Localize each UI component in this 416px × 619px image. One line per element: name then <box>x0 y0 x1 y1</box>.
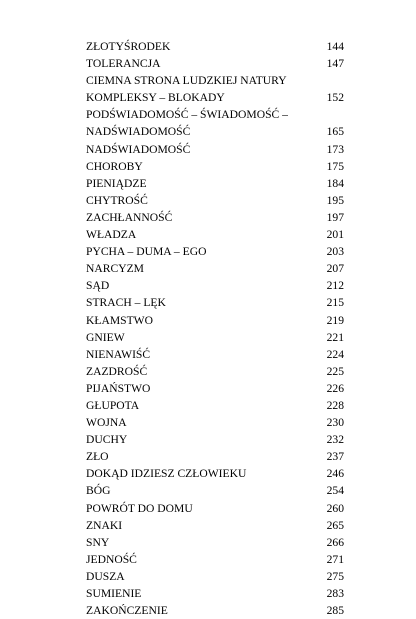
toc-entry-page-number: 237 <box>326 450 344 464</box>
toc-entry <box>86 294 344 311</box>
toc-entry-page-number: 225 <box>326 364 344 378</box>
toc-entry <box>86 397 344 414</box>
toc-entry <box>86 602 344 619</box>
toc-entry-title: DUSZA <box>86 569 125 583</box>
toc-entry <box>86 106 344 123</box>
toc-entry-page-number: 173 <box>326 142 344 156</box>
toc-entry-title: ZAKOŃCZENIE <box>86 604 168 618</box>
toc-entry-title: BÓG <box>86 484 111 498</box>
toc-entry-page-number: 285 <box>326 604 344 618</box>
toc-entry-title: ZNAKI <box>86 518 123 532</box>
toc-entry-title: GNIEW <box>86 330 125 344</box>
toc-entry-title: WOJNA <box>86 416 127 430</box>
toc-entry-title: PYCHA – DUMA – EGO <box>86 245 207 259</box>
toc-entry-page-number: 197 <box>326 210 344 224</box>
toc-entry-title: PIJAŃSTWO <box>86 381 151 395</box>
toc-entry <box>86 551 344 568</box>
toc-entry <box>86 89 344 106</box>
toc-entry <box>86 141 344 158</box>
toc-entry-title: KŁAMSTWO <box>86 313 153 327</box>
toc-entry <box>86 448 344 465</box>
toc-entry <box>86 175 344 192</box>
toc-entry-page-number: 246 <box>326 467 344 481</box>
toc-entry-title: ZŁOTYŚRODEK <box>86 40 171 53</box>
toc-entry-page-number: 283 <box>326 587 344 600</box>
toc-entry-title: JEDNOŚĆ <box>86 552 137 566</box>
toc-entry <box>86 500 344 517</box>
toc-entry-page-number: 207 <box>326 262 344 276</box>
toc-entry <box>86 534 344 551</box>
toc-entry-title: PIENIĄDZE <box>86 176 147 190</box>
toc-entry-title: NADŚWIADOMOŚĆ <box>86 142 191 156</box>
toc-entry-title: ZŁO <box>86 450 109 464</box>
toc-entry <box>86 431 344 448</box>
toc-entry <box>86 277 344 294</box>
toc-entry <box>86 55 344 72</box>
toc-entry-page-number: 224 <box>326 347 344 361</box>
toc-entry-title: POWRÓT DO DOMU <box>86 501 193 515</box>
toc-entry-page-number: 144 <box>326 40 344 53</box>
toc-entry <box>86 38 344 55</box>
toc-entry <box>86 123 344 140</box>
toc-entry <box>86 380 344 397</box>
toc-entry <box>86 158 344 175</box>
toc-entry <box>86 260 344 277</box>
toc-entry <box>86 226 344 243</box>
toc-entry-title: NARCYZM <box>86 262 144 276</box>
toc-entry-title: WŁADZA <box>86 228 137 242</box>
toc-entry-page-number: 230 <box>326 416 344 430</box>
toc-entry-page-number: 219 <box>326 313 344 327</box>
toc-entry-page-number: 201 <box>326 228 344 242</box>
toc-entry-title: PODŚWIADOMOŚĆ – ŚWIADOMOŚĆ – <box>86 108 288 122</box>
toc-entry <box>86 192 344 209</box>
toc-entry-title: SĄD <box>86 279 110 293</box>
toc-entry <box>86 346 344 363</box>
toc-entry-page-number: 254 <box>326 484 344 498</box>
toc-entry <box>86 465 344 482</box>
toc-entry-title: ZACHŁANNOŚĆ <box>86 210 173 224</box>
toc-entry-page-number: 165 <box>326 125 344 139</box>
toc-entry-page-number: 195 <box>326 193 344 207</box>
toc-entry-page-number: 266 <box>326 535 344 549</box>
toc-entry-title: DOKĄD IDZIESZ CZŁOWIEKU <box>86 467 247 481</box>
toc-entry-title: ZAZDROŚĆ <box>86 364 148 378</box>
toc-entry-page-number: 147 <box>326 57 344 71</box>
toc-entry-title: NIENAWIŚĆ <box>86 347 151 361</box>
toc-entry-title: NADŚWIADOMOŚĆ <box>86 125 191 139</box>
toc-entry-page-number: 260 <box>326 501 344 515</box>
table-of-contents <box>86 38 344 619</box>
toc-entry <box>86 517 344 534</box>
toc-entry-title: GŁUPOTA <box>86 398 140 412</box>
toc-entry <box>86 363 344 380</box>
toc-entry-page-number: 228 <box>326 398 344 412</box>
toc-entry <box>86 482 344 499</box>
toc-entry-page-number: 203 <box>326 245 344 259</box>
toc-entry <box>86 568 344 585</box>
toc-entry-page-number: 271 <box>326 552 344 566</box>
toc-entry-title: STRACH – LĘK <box>86 296 166 310</box>
toc-entry-page-number: 275 <box>326 569 344 583</box>
toc-entry-title: CHOROBY <box>86 159 143 173</box>
toc-entry-page-number: 221 <box>326 330 344 344</box>
toc-entry-title: SNY <box>86 535 110 549</box>
toc-entry-page-number: 226 <box>326 381 344 395</box>
toc-entry <box>86 72 344 89</box>
toc-entry-title: TOLERANCJA <box>86 57 161 71</box>
toc-entry <box>86 312 344 329</box>
toc-entry-page-number: 265 <box>326 518 344 532</box>
toc-entry <box>86 585 344 602</box>
toc-entry <box>86 329 344 346</box>
toc-entry <box>86 243 344 260</box>
toc-entry <box>86 414 344 431</box>
toc-entry-title: CHYTROŚĆ <box>86 193 148 207</box>
toc-entry-page-number: 212 <box>326 279 344 293</box>
toc-entry-page-number: 232 <box>326 433 344 447</box>
toc-entry-page-number: 184 <box>326 176 344 190</box>
toc-entry-page-number: 215 <box>326 296 344 310</box>
toc-entry-title: DUCHY <box>86 433 128 447</box>
toc-entry-title: SUMIENIE <box>86 587 142 600</box>
toc-entry-page-number: 175 <box>326 159 344 173</box>
toc-entry <box>86 209 344 226</box>
toc-entry-title: CIEMNA STRONA LUDZKIEJ NATURY <box>86 74 287 88</box>
toc-entry-page-number: 152 <box>326 91 344 105</box>
toc-entry-title: KOMPLEKSY – BLOKADY <box>86 91 225 105</box>
